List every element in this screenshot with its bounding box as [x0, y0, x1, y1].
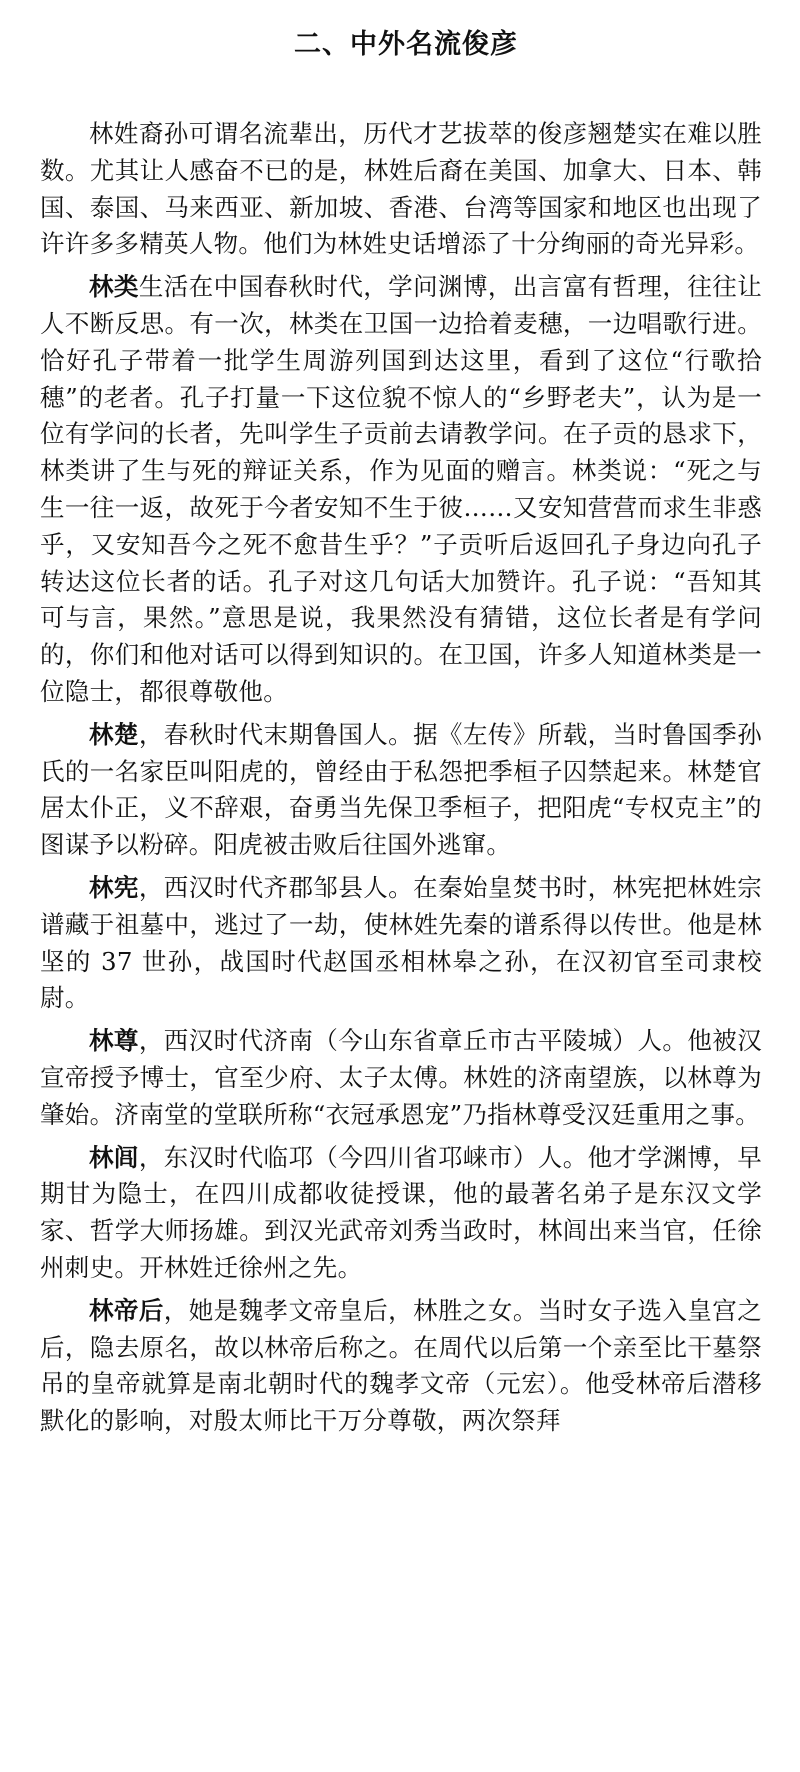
paragraph-lin-chu [40, 717, 762, 864]
intro-paragraph [40, 116, 762, 263]
paragraph-text: ，春秋时代末期鲁国人。据《左传》所载，当时鲁国季孙氏的一名家臣叫阳虎的，曾经由于私怨把季桓子囚禁起来。林楚官居太仆正，义不辞艰，奋勇当先保卫季桓子，把阳虎“专权克主”的图谋予以粉碎。阳虎被击败后往国外逃窜。 [40, 719, 763, 860]
person-name: 林楚 [89, 719, 139, 749]
paragraph-text: 生活在中国春秋时代，学问渊博，出言富有哲理，往往让人不断反思。有一次，林类在卫国一边拾着麦穗，一边唱歌行进。恰好孔子带着一批学生周游列国到达这里，看到了这位“行歌拾穗”的老者。孔子打量一下这位貌不惊人的“乡野老夫”，认为是一位有学问的长者，先叫学生子贡前去请教学问。在子贡的恳求下，林类讲了生与死的辩证关系，作为见面的赠言。林类说：“死之与生一往一返，故死于今者安知不生于彼……又安知营营而求生非惑乎，又安知吾今之死不愈昔生乎？”子贡听后返回孔子身边向孔子转达这位长者的话。孔子对这几句话大加赞许。孔子说：“吾知其可与言，果然。”意思是说，我果然没有猜错，这位长者是有学问的，你们和他对话可以得到知识的。在卫国，许多人知道林类是一位隐士，都很尊敬他。 [40, 272, 763, 706]
paragraph-lin-dihou [40, 1293, 762, 1440]
paragraph-text: ，西汉时代济南（今山东省章丘市古平陵城）人。他被汉宣帝授予博士，官至少府、太子太傅。林姓的济南望族，以林尊为肇始。济南堂的堂联所称“衣冠承恩宠”乃指林尊受汉廷重用之事。 [40, 1026, 763, 1129]
paragraph-text: ，东汉时代临邛（今四川省邛崃市）人。他才学渊博，早期甘为隐士，在四川成都收徒授课，他的最著名弟子是东汉文学家、哲学大师扬雄。到汉光武帝刘秀当政时，林闾出来当官，任徐州刺史。开林姓迁徐州之先。 [40, 1142, 763, 1282]
section-title: 二、中外名流俊彦 [294, 29, 518, 60]
paragraph-lin-xian [40, 870, 762, 1017]
paragraph-lin-lei [40, 269, 762, 711]
person-name: 林类 [89, 272, 139, 302]
person-name: 林闾 [89, 1142, 139, 1172]
paragraph-lin-lu [40, 1140, 762, 1287]
person-name: 林帝后 [89, 1295, 164, 1325]
paragraph-lin-zun [40, 1023, 762, 1133]
paragraph-text: ，她是魏孝文帝皇后，林胜之女。当时女子选入皇宫之后，隐去原名，故以林帝后称之。在周代以后第一个亲至比干墓祭吊的皇帝就算是南北朝时代的魏孝文帝（元宏）。他受林帝后潜移默化的影响，对殷太师比干万分尊敬，两次祭拜 [40, 1295, 762, 1436]
paragraph-text: ，西汉时代齐郡邹县人。在秦始皇焚书时，林宪把林姓宗谱藏于祖墓中，逃过了一劫，使林姓先秦的谱系得以传世。他是林坚的 37 世孙，战国时代赵国丞相林皋之孙，在汉初官至司隶校尉。 [40, 872, 763, 1013]
paragraph-text: 林姓裔孙可谓名流辈出，历代才艺拔萃的俊彦翘楚实在难以胜数。尤其让人感奋不已的是，林姓后裔在美国、加拿大、日本、韩国、泰国、马来西亚、新加坡、香港、台湾等国家和地区也出现了许许多多精英人物。他们为林姓史话增添了十分绚丽的奇光异彩。 [40, 119, 762, 259]
person-name: 林宪 [89, 872, 139, 902]
person-name: 林尊 [89, 1026, 139, 1056]
